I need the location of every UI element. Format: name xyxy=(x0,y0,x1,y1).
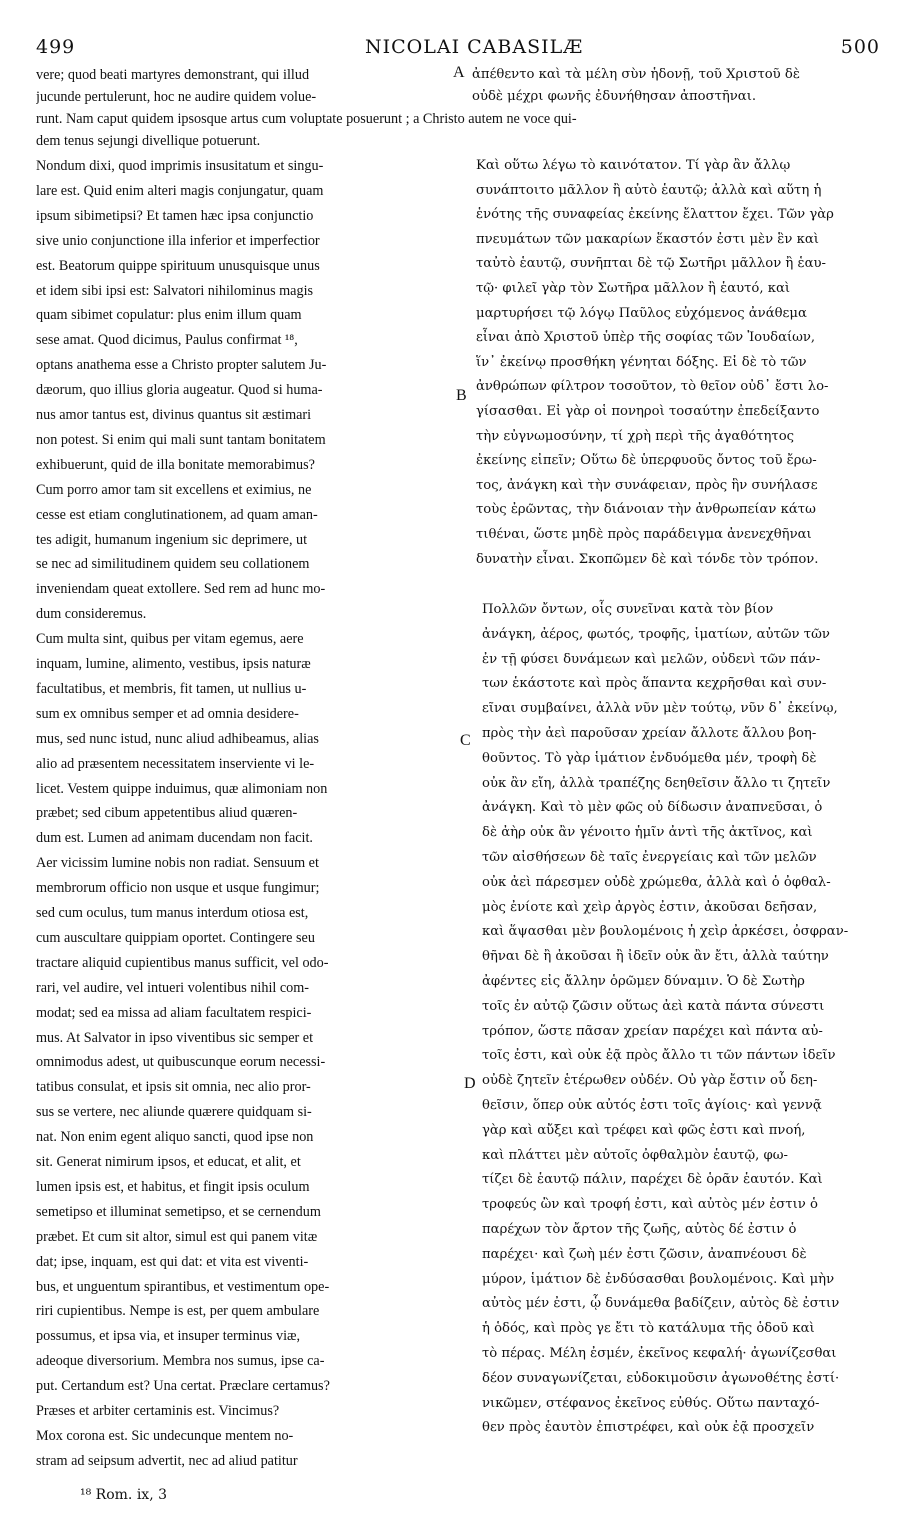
greek-col-2-line: καὶ ἅψασθαι μὲν βουλομένοις ἡ χεὶρ ἀρκέσει, ὀσφραν- xyxy=(482,924,849,940)
latin-col-line: ipsum sibimetipsi? Et tamen hæc ipsa conjunctio xyxy=(36,207,314,224)
greek-col-2-line: δὲ ἀὴρ οὐκ ἂν γένοιτο ἡμῖν ἀντὶ τῆς ἀκτῖνος, καὶ xyxy=(482,825,813,841)
latin-col-line: possumus, et ipsa via, et insuper terminus viæ, xyxy=(36,1328,301,1345)
greek-col-2-line: μὸς ἐνίοτε καὶ χεὶρ ἀργὸς ἐστιν, ἀκοῦσαι δεῆσαν, xyxy=(482,899,818,915)
greek-col-1-line: εἶναι ἀπὸ Χριστοῦ ὑπὲρ τῆς σοφίας τῶν Ἰουδαίων, xyxy=(476,330,816,346)
greek-col-1-line: γίσασθαι. Εἰ γὰρ οἱ πονηροὶ τοσαύτην ἐπεδείξαντο xyxy=(476,404,820,419)
greek-col-1-line: τὴν εὐγνωμοσύνην, τί χρὴ περὶ τῆς ἀγαθότητος xyxy=(476,428,795,444)
margin-marker-d: D xyxy=(464,1075,476,1092)
latin-col-line: put. Certandum est? Una certat. Præclare certamus? xyxy=(36,1378,330,1395)
greek-col-2-line: τρόπον, ὥστε πᾶσαν χρείαν παρέχει καὶ πάντα αὐ- xyxy=(482,1023,823,1039)
greek-col-2-line: τὸ πέρας. Μέλη ἐσμέν, ἐκεῖνος κεφαλή· ἀγωνίζεσθαι xyxy=(482,1346,837,1361)
greek-col-1-line: ἀνθρώπων φίλτρον τοσοῦτον, τὸ θεῖον οὐδ᾽ ἔστι λο- xyxy=(476,379,829,395)
greek-col-1-line: τῷ· φιλεῖ γὰρ τὸν Σωτῆρα μᾶλλον ἢ ἑαυτό, καὶ xyxy=(476,281,791,296)
greek-col-2-line: νικῶμεν, στέφανος ἐκεῖνος εὐθύς. Οὕτω πανταχό- xyxy=(482,1395,820,1411)
latin-col-line: nat. Non enim egent aliquo sancti, quod ipse non xyxy=(36,1129,314,1146)
latin-col-line: lare est. Quid enim alteri magis conjungatur, quam xyxy=(36,182,324,199)
latin-col-line: dat; ipse, inquam, est qui dat: et vita est viventi- xyxy=(36,1253,309,1270)
latin-col-line: est. Beatorum quippe spirituum unusquisque unus xyxy=(36,257,320,274)
greek-col-2-line: θῆναι δὲ ἢ ἀκοῦσαι ἢ ἰδεῖν οὐκ ἂν ἔτι, ἀλλὰ ταύτην xyxy=(482,949,829,965)
latin-col-line: præbet. Et cum sit altor, simul est qui panem vitæ xyxy=(36,1228,318,1245)
latin-col-line: sed cum oculus, tum manus interdum otiosa est, xyxy=(36,905,309,921)
margin-marker-b: B xyxy=(456,387,467,404)
greek-col-2-line: δέον συναγωνίζεται, εὐδοκιμοῦσιν ἀγωνοθέτης ἐστί· xyxy=(482,1370,840,1386)
latin-col-line: cesse est etiam conglutinationem, ad quam aman- xyxy=(36,506,318,523)
greek-col-2-line: παρέχων τὸν ἄρτον τῆς ζωῆς, αὐτὸς δέ ἐστιν ὁ xyxy=(482,1222,797,1237)
greek-col-2-line: τοῖς ἐν αὐτῷ ζῶσιν οὕτως ἀεὶ κατὰ πάντα σύνεστι xyxy=(482,998,825,1014)
right-page-number: 500 xyxy=(840,36,880,58)
latin-col-line: dum consideremus. xyxy=(36,606,147,623)
latin-col-line: mus, sed nunc istud, nunc aliud adhibeamus, alias xyxy=(36,730,319,747)
latin-col-line: Mox corona est. Sic undecunque mentem no- xyxy=(36,1427,294,1444)
greek-col-2-line: οὐδὲ ζητεῖν ἑτέρωθεν οὐδέν. Οὐ γὰρ ἔστιν οὗ δεη- xyxy=(482,1073,818,1089)
greek-col-2-line: ἡ ὁδός, καὶ πρὸς γε ἔτι τὸ κατάλυμα τῆς ὁδοῦ καὶ xyxy=(482,1321,815,1337)
latin-col-line: sum ex omnibus semper et ad omnia desidere- xyxy=(36,705,299,722)
greek-col-2-line: τροφεύς ὢν καὶ τροφή ἐστι, καὶ αὐτὸς μέν ἐστιν ὁ xyxy=(482,1197,818,1213)
greek-col-2-line: θεῖσιν, ὅπερ οὐκ αὐτός ἐστι τοῖς ἁγίοις· καὶ γεννᾷ xyxy=(482,1098,822,1113)
greek-col-1-line: ἑνότης τῆς συναφείας ἐκείνης ἔλαττον ἔχει. Τῶν γὰρ xyxy=(476,207,834,223)
latin-col-line: et idem sibi ipsi est: Salvatori nihilominus magis xyxy=(36,282,314,299)
latin-col-line: sive unio conjunctione illa inferior et imperfectior xyxy=(36,232,320,249)
greek-col-1-line: ἵν᾽ ἐκείνῳ προσθήκη γένηται δόξης. Εἰ δὲ τὸ τῶν xyxy=(476,354,807,370)
latin-col-line: adeoque diversorium. Membra nos sumus, ipse ca- xyxy=(36,1353,325,1370)
greek-col-2-line: πρὸς τὴν ἀεὶ παροῦσαν χρείαν ἄλλοτε ἄλλου βοη- xyxy=(482,726,817,741)
greek-col-1-line: Καὶ οὕτω λέγω τὸ καινότατον. Τί γὰρ ἂν ἄλλῳ xyxy=(476,158,791,173)
latin-col-line: non potest. Si enim qui mali sunt tantam bonitatem xyxy=(36,431,326,448)
latin-col-line: sese amat. Quod dicimus, Paulus confirmat ¹⁸, xyxy=(36,332,298,349)
top-greek-line: ἀπέθεντο καὶ τὰ μέλη σὺν ἡδονῇ, τοῦ Χριστοῦ δὲ xyxy=(472,67,800,82)
top-latin-line: runt. Nam caput quidem ipsosque artus cum voluptate posuerunt ; a Christo autem ne voce qui- xyxy=(36,111,577,127)
latin-col-line: alio ad præsentem necessitatem inserviente vi le- xyxy=(36,755,315,772)
latin-col-line: se nec ad similitudinem quidem seu collationem xyxy=(36,556,310,573)
top-latin-line: jucunde pertulerunt, hoc ne audire quidem volue- xyxy=(36,89,317,105)
latin-col-line: præbet; sed cibum appetentibus aliud quæren- xyxy=(36,805,298,822)
latin-col-line: sus se vertere, nec aliunde quærere quidquam si- xyxy=(36,1104,312,1121)
greek-col-2-line: Πολλῶν ὄντων, οἷς συνεῖναι κατὰ τὸν βίον xyxy=(482,602,774,617)
greek-col-2-line: τοῖς ἐστι, καὶ οὐκ ἐᾷ πρὸς ἄλλο τι τῶν πάντων ἰδεῖν xyxy=(482,1048,836,1064)
latin-col-line: tes adigit, humanum ingenium sic deprimere, ut xyxy=(36,531,308,548)
greek-col-1-line: τοὺς ἐρῶντας, τὴν διάνοιαν τὴν ἀνθρωπείαν κάτω xyxy=(476,502,816,518)
top-greek-line: οὐδὲ μέχρι φωνῆς ἐδυνήθησαν ἀποστῆναι. xyxy=(472,89,757,104)
greek-col-2-line: μύρον, ἱμάτιον δὲ ἐνδύσασθαι βουλομένοις. Καὶ μὴν xyxy=(482,1271,835,1287)
greek-col-1-line: τος, ἀνάγκη καὶ τὴν συνάφειαν, πρὸς ἣν συνήλασε xyxy=(476,477,818,493)
latin-col-line: mus. At Salvator in ipso viventibus sic semper et xyxy=(36,1029,314,1046)
greek-col-2-line: οὐκ ἂν εἴη, ἀλλὰ τραπέζης δεηθεῖσιν ἄλλο τι ζητεῖν xyxy=(482,775,831,791)
greek-col-2-line: αὐτὸς μέν ἐστι, ᾧ δυνάμεθα βαδίζειν, αὐτὸς δὲ ἐστιν xyxy=(482,1296,840,1312)
latin-col-line: sit. Generat nimirum ipsos, et educat, et alit, et xyxy=(36,1154,301,1170)
greek-col-1-line: μαρτυρήσει τῷ λόγῳ Παῦλος εὐχόμενος ἀνάθεμα xyxy=(476,305,807,321)
margin-marker-c: C xyxy=(460,732,471,749)
latin-col-line: stram ad seipsum advertit, nec ad aliud patitur xyxy=(36,1452,298,1469)
greek-col-2-line: ἀφέντες εἰς ἄλλην ὁρῶμεν δύναμιν. Ὁ δὲ Σωτὴρ xyxy=(482,974,805,989)
greek-col-1-line: ταὐτὸ ἑαυτῷ, συνῆπται δὲ τῷ Σωτῆρι μᾶλλον ἢ ἑαυ- xyxy=(476,256,826,272)
latin-col-line: Aer vicissim lumine nobis non radiat. Sensuum et xyxy=(36,855,319,872)
greek-col-2-line: τίζει δὲ ἑαυτῷ πάλιν, παρέχει δὲ ὁρᾶν ἑαυτόν. Καὶ xyxy=(482,1172,823,1188)
top-latin-line: vere; quod beati martyres demonstrant, qui illud xyxy=(36,67,310,83)
greek-col-2-line: τῶν αἰσθήσεων δὲ ταῖς ἐνεργείαις καὶ τῶν μελῶν xyxy=(482,850,817,865)
latin-col-line: tractare aliquid cupientibus manus sufficit, vel odo- xyxy=(36,954,329,971)
greek-col-1-line: πνευμάτων τῶν μακαρίων ἕκαστόν ἐστι μὲν ἓν καὶ xyxy=(476,231,819,247)
footnote: ¹⁸ Rom. ix, 3 xyxy=(80,1487,168,1503)
greek-col-2-line: παρέχει· καὶ ζωὴ μέν ἐστι ζῶσιν, ἀναπνέουσι δὲ xyxy=(482,1246,807,1262)
latin-col-line: licet. Vestem quippe induimus, quæ alimoniam non xyxy=(36,780,328,797)
latin-col-line: omnimodus adest, ut quibuscunque eorum necessi- xyxy=(36,1054,326,1071)
latin-col-line: bus, et unguentum spirantibus, et vestimentum ope- xyxy=(36,1278,330,1295)
greek-col-1-line: ἐκείνης εἰπεῖν; Οὕτω δὲ ὑπερφυοῦς ὄντος τοῦ ἔρω- xyxy=(476,453,817,469)
latin-col-line: facultatibus, et membris, fit tamen, ut nullius u- xyxy=(36,680,307,697)
greek-col-1-line: συνάπτοιτο μᾶλλον ἢ αὐτὸ ἑαυτῷ; ἀλλὰ καὶ αὕτη ἡ xyxy=(476,182,822,198)
greek-col-1-line: τιθέναι, ὥστε μηδὲ πρὸς παράδειγμα ἀνενεχθῆναι xyxy=(476,527,812,542)
latin-col-line: lumen ipsis est, et habitus, et fingit ipsis oculum xyxy=(36,1178,310,1195)
greek-col-2-line: ἐν τῇ φύσει δυνάμεων καὶ μελῶν, οὐδενὶ τῶν πάν- xyxy=(482,651,821,667)
latin-col-line: rari, vel audire, vel intueri volentibus nihil com- xyxy=(36,979,310,996)
latin-col-line: nus amor tantus est, divinus quantus sit æstimari xyxy=(36,407,312,423)
latin-col-line: semetipso et illuminat semetipso, et se cernendum xyxy=(36,1203,321,1220)
latin-col-line: membrorum officio non usque et usque fungimur; xyxy=(36,880,320,897)
latin-col-line: dum est. Lumen ad animam ducendam non facit. xyxy=(36,830,313,847)
latin-col-line: Cum multa sint, quibus per vitam egemus, aere xyxy=(36,631,304,648)
latin-col-line: quam sibimet copulatur: plus enim illum quam xyxy=(36,307,302,324)
greek-col-2-line: οὐκ ἀεὶ πάρεσμεν οὐδὲ χρώμεθα, ἀλλὰ καὶ ὁ ὀφθαλ- xyxy=(482,874,831,890)
greek-col-2-line: γὰρ καὶ αὔξει καὶ τρέφει καὶ φῶς ἐστι καὶ πνοή, xyxy=(482,1122,806,1138)
latin-col-line: inquam, lumine, alimento, vestibus, ipsis naturæ xyxy=(36,656,311,672)
latin-col-line: Cum porro amor tam sit excellens et eximius, ne xyxy=(36,481,312,498)
greek-col-2-line: ἀνάγκη. Καὶ τὸ μὲν φῶς οὐ δίδωσιν ἀναπνεῦσαι, ὁ xyxy=(482,800,823,816)
greek-col-2-line: των ἑκάστοτε καὶ πρὸς ἅπαντα κεχρῆσθαι καὶ συν- xyxy=(482,676,827,692)
latin-col-line: dæorum, quo illius gloria augeatur. Quod si huma- xyxy=(36,382,323,399)
latin-col-line: riri cupientibus. Nempe is est, per quem ambulare xyxy=(36,1303,320,1320)
latin-col-line: tatibus consulat, et ipsis sit omnia, nec alio pror- xyxy=(36,1079,311,1096)
latin-col-line: inveniendam queat extollere. Sed rem ad hunc mo- xyxy=(36,581,326,598)
latin-col-line: Præses et arbiter certaminis est. Vincimus? xyxy=(36,1403,280,1419)
greek-col-2-line: εῖναι συμβαίνει, ἀλλὰ νῦν μὲν τούτῳ, νῦν δ᾽ ἐκείνῳ, xyxy=(482,701,838,717)
greek-col-2-line: θοῦντος. Τὸ γὰρ ἱμάτιον ἐνδυόμεθα μέν, τροφὴ δὲ xyxy=(482,750,817,766)
latin-col-line: cum auscultare quippiam oportet. Contingere seu xyxy=(36,929,315,946)
greek-col-2-line: καὶ πλάττει μὲν αὐτοῖς ὀφθαλμὸν ἑαυτῷ, φω- xyxy=(482,1147,788,1163)
greek-col-1-line: δυνατὴν εἶναι. Σκοπῶμεν δὲ καὶ τόνδε τὸν τρόπον. xyxy=(476,551,819,567)
margin-marker-a: A xyxy=(453,64,465,81)
greek-col-2-line: θεν πρὸς ἑαυτὸν ἐπιστρέφει, καὶ οὐκ ἐᾷ προσχεῖν xyxy=(482,1420,815,1436)
top-latin-line: dem tenus sejungi divellique potuerunt. xyxy=(36,133,261,149)
latin-col-line: Nondum dixi, quod imprimis insusitatum et singu- xyxy=(36,158,324,174)
latin-col-line: exhibuerunt, quid de illa bonitate memorabimus? xyxy=(36,456,315,473)
left-page-number: 499 xyxy=(36,36,76,58)
running-title: NICOLAI CABASILÆ xyxy=(365,36,584,58)
latin-col-line: modat; sed ea missa ad aliam facultatem respici- xyxy=(36,1004,312,1021)
greek-col-2-line: ἀνάγκη, ἀέρος, φωτός, τροφῆς, ἱματίων, αὐτῶν τῶν xyxy=(482,626,830,642)
latin-col-line: optans anathema esse a Christo propter salutem Ju- xyxy=(36,357,327,374)
